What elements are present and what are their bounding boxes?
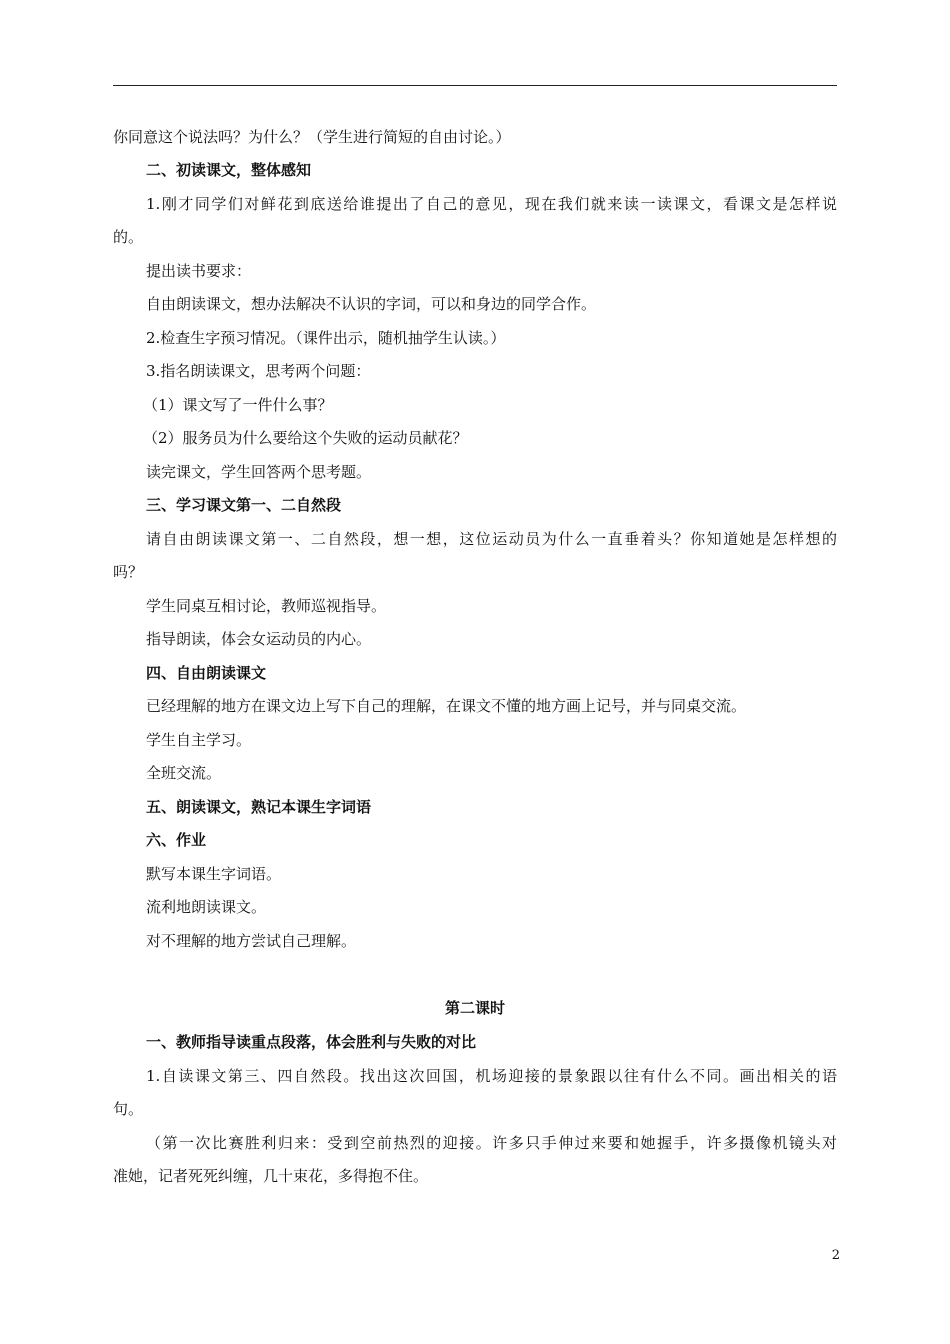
paragraph-line: 2.检查生字预习情况。（课件出示，随机抽学生认读。）: [146, 329, 506, 347]
paragraph-line: 全班交流。: [146, 764, 222, 782]
paragraph-line: 句。: [113, 1100, 144, 1118]
section-heading: 六、作业: [146, 831, 207, 849]
paragraph-line: 学生同桌互相讨论，教师巡视指导。: [146, 597, 387, 615]
section-heading: 二、初读课文，整体感知: [146, 161, 312, 179]
paragraph-line: 指导朗读，体会女运动员的内心。: [146, 630, 372, 648]
paragraph-line: 1.刚才同学们对鲜花到底送给谁提出了自己的意见，现在我们就来读一读课文，看课文是怎样说: [146, 195, 837, 213]
lesson-title: 第二课时: [444, 999, 505, 1017]
paragraph-line: 你同意这个说法吗？为什么？（学生进行简短的自由讨论。）: [113, 128, 511, 146]
paragraph-line: 请自由朗读课文第一、二自然段，想一想，这位运动员为什么一直垂着头？你知道她是怎样想的: [146, 530, 837, 548]
paragraph-line: 提出读书要求：: [146, 262, 252, 280]
paragraph-line: 的。: [113, 228, 144, 246]
paragraph-line: 准她，记者死死纠缠，几十束花，多得抱不住。: [113, 1167, 429, 1185]
page-number: 2: [831, 1248, 840, 1263]
paragraph-line: 对不理解的地方尝试自己理解。: [146, 932, 357, 950]
paragraph-line: 默写本课生字词语。: [146, 865, 282, 883]
header-rule: [113, 85, 837, 86]
paragraph-line: 3.指名朗读课文，思考两个问题：: [146, 362, 371, 380]
paragraph-line: 1.自读课文第三、四自然段。找出这次回国，机场迎接的景象跟以往有什么不同。画出相关的语: [146, 1067, 837, 1085]
paragraph-line: 学生自主学习。: [146, 731, 252, 749]
paragraph-line: 已经理解的地方在课文边上写下自己的理解，在课文不懂的地方画上记号，并与同桌交流。: [146, 697, 747, 715]
section-heading: 一、教师指导读重点段落，体会胜利与失败的对比: [146, 1033, 477, 1051]
paragraph-line: 吗？: [113, 563, 144, 581]
paragraph-line: 读完课文，学生回答两个思考题。: [146, 463, 372, 481]
question-item: （2）服务员为什么要给这个失败的运动员献花？: [143, 429, 468, 447]
section-heading: 四、自由朗读课文: [146, 664, 267, 682]
paragraph-line: 流利地朗读课文。: [146, 898, 267, 916]
section-heading: 三、学习课文第一、二自然段: [146, 496, 342, 514]
question-item: （1）课文写了一件什么事？: [143, 396, 333, 414]
section-heading: 五、朗读课文，熟记本课生字词语: [146, 798, 372, 816]
paragraph-line: （第一次比赛胜利归来：受到空前热烈的迎接。许多只手伸过来要和她握手，许多摄像机镜头对: [146, 1134, 837, 1152]
paragraph-line: 自由朗读课文，想办法解决不认识的字词，可以和身边的同学合作。: [146, 295, 597, 313]
